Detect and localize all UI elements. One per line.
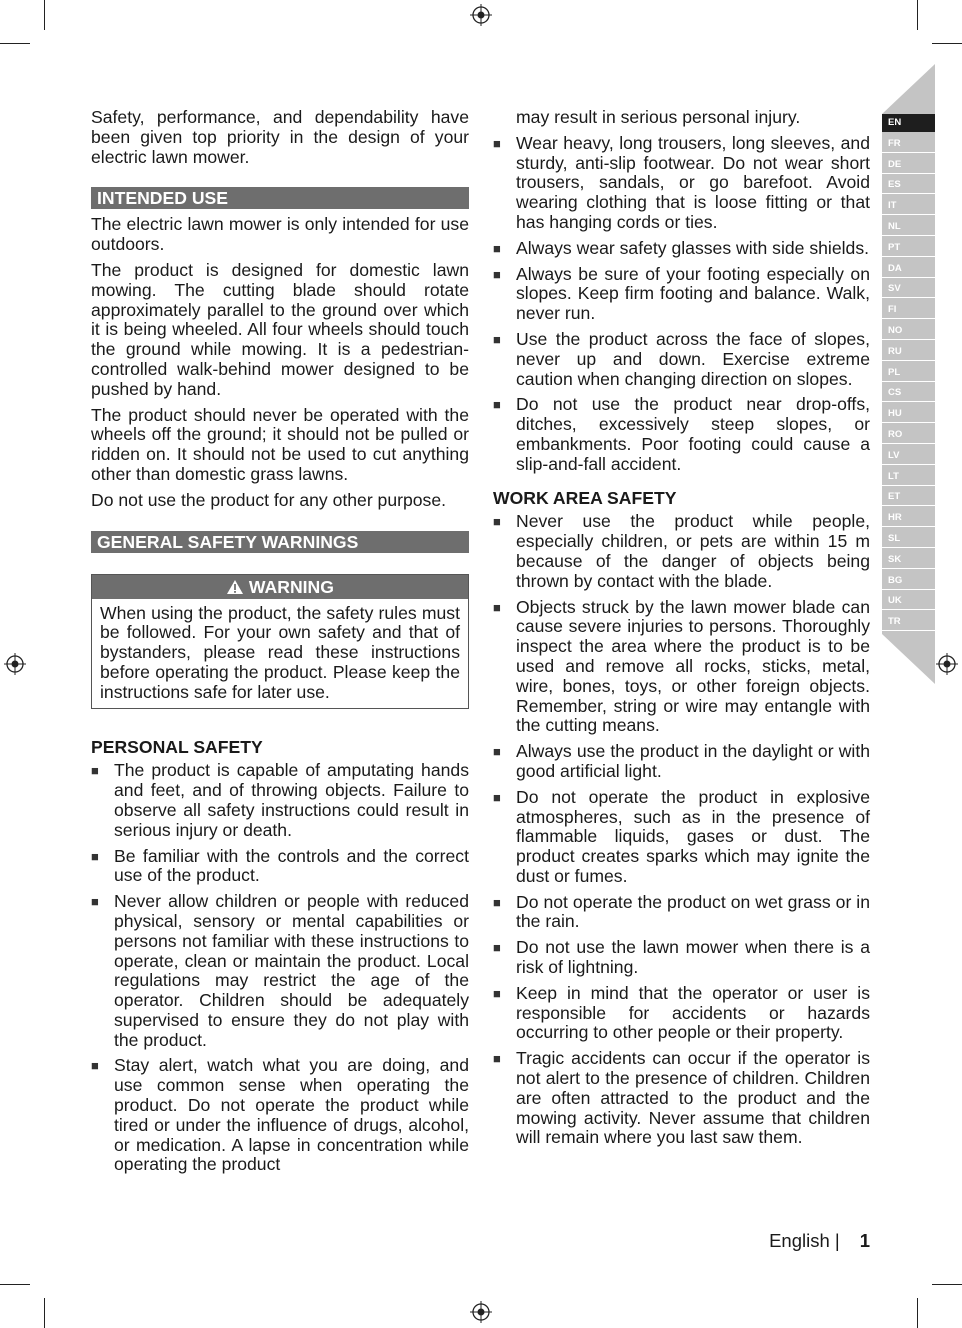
language-tab-en[interactable]: EN <box>882 114 935 132</box>
warning-label: WARNING <box>248 576 334 597</box>
language-tab-da[interactable]: DA <box>882 260 935 278</box>
list-item-text: Do not use the lawn mower when there is a risk of lightning. <box>516 937 870 978</box>
list-item-text: Wear heavy, long trousers, long sleeves, and sturdy, anti-slip footwear. Do not wear short trousers, sandals, or go barefoot. Avoid wearing clothing that is loose fitting or that has hanging cords or ties. <box>516 132 870 232</box>
language-tab-bg[interactable]: BG <box>882 572 935 590</box>
crop-mark <box>932 1284 962 1285</box>
bullet-square-icon: ■ <box>493 1051 501 1067</box>
bullet-square-icon: ■ <box>91 1058 99 1074</box>
list-item <box>91 847 469 887</box>
bullet-square-icon: ■ <box>493 397 501 413</box>
registration-mark-icon <box>470 4 492 26</box>
language-tab-ru[interactable]: RU <box>882 343 935 361</box>
list-item <box>493 239 870 259</box>
list-item-text: Use the product across the face of slopes, never up and down. Exercise extreme caution when changing direction on slopes. <box>516 328 870 389</box>
language-tabs <box>882 64 935 684</box>
list-item <box>493 512 870 591</box>
list-item-text: Tragic accidents can occur if the operator is not alert to the presence of children. Children are often attracted to the product and the mowing activity. Never assume that children will remain where you last saw them. <box>516 1048 870 1148</box>
crop-mark <box>44 1298 45 1328</box>
bullet-square-icon: ■ <box>493 940 501 956</box>
language-tab-et[interactable]: ET <box>882 488 935 506</box>
bullet-square-icon: ■ <box>493 240 501 256</box>
language-tab-cs[interactable]: CS <box>882 384 935 402</box>
language-tab-uk[interactable]: UK <box>882 592 935 610</box>
bullet-square-icon: ■ <box>91 894 99 910</box>
language-tab-sv[interactable]: SV <box>882 280 935 298</box>
list-item-text: Objects struck by the lawn mower blade can cause severe injuries to persons. Thoroughly inspect the area where the product is to be used and remove all rocks, sticks, metal, wire, bones, toys, or other foreign objects. Remember, string or wire may entangle with the cutting means. <box>516 596 870 736</box>
bullet-square-icon: ■ <box>493 894 501 910</box>
language-tab-es[interactable]: ES <box>882 176 935 194</box>
bullet-square-icon: ■ <box>493 985 501 1001</box>
list-item-text: Keep in mind that the operator or user is responsible for accidents or hazards occurring to other people or their property. <box>516 982 870 1043</box>
warning-box <box>91 574 469 709</box>
list-item <box>493 598 870 737</box>
list-item-text: Never use the product while people, especially children, or pets are within 15 m because of the danger of objects being thrown by contact with the blade. <box>516 511 870 591</box>
list-item-text: Do not use the product near drop-offs, ditches, excessively steep slopes, or embankments. Poor footing could cause a slip-and-fall accident. <box>516 394 870 474</box>
crop-mark <box>932 43 962 44</box>
list-item <box>493 984 870 1043</box>
language-tab-fi[interactable]: FI <box>882 301 935 319</box>
crop-mark <box>917 1298 918 1328</box>
bullet-square-icon: ■ <box>493 599 501 615</box>
work-area-heading: WORK AREA SAFETY <box>493 487 677 508</box>
list-item-text: Be familiar with the controls and the correct use of the product. <box>114 845 469 886</box>
registration-mark-icon <box>4 653 26 675</box>
personal-safety-heading: PERSONAL SAFETY <box>91 736 263 757</box>
list-item <box>493 265 870 324</box>
list-item <box>493 330 870 389</box>
language-tab-tr[interactable]: TR <box>882 613 935 631</box>
work-area-list <box>493 512 870 1148</box>
page-number: 1 <box>859 1230 870 1251</box>
registration-mark-icon <box>936 653 958 675</box>
warning-header <box>92 575 468 599</box>
personal-safety-list <box>91 761 469 1175</box>
language-tab-sl[interactable]: SL <box>882 530 935 548</box>
list-item <box>91 761 469 840</box>
list-item-text: Always use the product in the daylight or with good artificial light. <box>516 741 870 781</box>
right-column <box>493 108 870 1154</box>
crop-mark <box>0 1284 30 1285</box>
intended-use-paragraph: The product should never be operated with the wheels off the ground; it should not be pulled or ridden on. It should not be used to cut anything other than domestic grass lawns. <box>91 404 469 484</box>
footer-language: English | <box>769 1230 840 1251</box>
continuation-text: may result in serious personal injury. <box>516 107 801 127</box>
intro-paragraph: Safety, performance, and dependability have been given top priority in the design of your electric lawn mower. <box>91 107 469 167</box>
intended-use-paragraph: The product is designed for domestic lawn mowing. The cutting blade should rotate approximately parallel to the ground over which it is being wheeled. All four wheels should touch the ground while mowing. It is a pedestrian-controlled walk-behind mower designed to be pushed by hand. <box>91 259 469 399</box>
warning-triangle-icon <box>226 579 244 595</box>
list-item <box>493 938 870 978</box>
list-item <box>91 892 469 1050</box>
list-item-text: The product is capable of amputating hands and feet, and of throwing objects. Failure to observe all safety instructions could result in serious injury or death. <box>114 760 469 840</box>
language-tab-hu[interactable]: HU <box>882 405 935 423</box>
page-footer <box>700 1230 870 1252</box>
list-item <box>91 1056 469 1175</box>
warning-text: When using the product, the safety rules must be followed. For your own safety and that of bystanders, please read these instructions before operating the product. Please keep the instructions safe for later use. <box>100 602 460 702</box>
intended-use-paragraph: The electric lawn mower is only intended for use outdoors. <box>91 214 469 255</box>
language-tab-lv[interactable]: LV <box>882 447 935 465</box>
bullet-square-icon: ■ <box>493 266 501 282</box>
language-tab-no[interactable]: NO <box>882 322 935 340</box>
crop-mark <box>44 0 45 30</box>
bullet-square-icon: ■ <box>91 763 99 779</box>
intended-use-heading: INTENDED USE <box>91 187 469 209</box>
registration-mark-icon <box>470 1301 492 1323</box>
list-item <box>493 134 870 233</box>
language-tab-hr[interactable]: HR <box>882 509 935 527</box>
list-item-text: Always wear safety glasses with side shields. <box>516 237 870 258</box>
list-item-text: Always be sure of your footing especially on slopes. Keep firm footing and balance. Walk, never run. <box>516 263 870 324</box>
language-tab-ro[interactable]: RO <box>882 426 935 444</box>
language-tab-pl[interactable]: PL <box>882 364 935 382</box>
language-tab-pt[interactable]: PT <box>882 239 935 257</box>
list-item <box>493 395 870 474</box>
list-item-text: Never allow children or people with reduced physical, sensory or mental capabilities or persons not familiar with these instructions to operate, clean or maintain the product. Local regulations may restrict the age of the operator. Children should be adequately supervised to ensure they do not play with the product. <box>114 891 469 1050</box>
language-tab-sk[interactable]: SK <box>882 551 935 569</box>
list-item <box>493 893 870 933</box>
list-item <box>493 742 870 782</box>
bullet-square-icon: ■ <box>493 744 501 760</box>
list-item <box>493 788 870 887</box>
list-item-text: Do not operate the product on wet grass or in the rain. <box>516 891 870 932</box>
language-tab-nl[interactable]: NL <box>882 218 935 236</box>
personal-safety-list-continued <box>493 134 870 475</box>
bullet-square-icon: ■ <box>493 514 501 530</box>
bullet-square-icon: ■ <box>493 135 501 151</box>
intended-use-paragraph: Do not use the product for any other purpose. <box>91 489 447 510</box>
language-tab-lt[interactable]: LT <box>882 468 935 486</box>
left-column <box>91 108 469 1181</box>
bullet-square-icon: ■ <box>493 789 501 805</box>
language-tab-fr[interactable]: FR <box>882 135 935 153</box>
general-safety-heading: GENERAL SAFETY WARNINGS <box>91 531 469 553</box>
language-tab-it[interactable]: IT <box>882 197 935 215</box>
crop-mark <box>0 43 30 44</box>
bullet-square-icon: ■ <box>493 331 501 347</box>
crop-mark <box>917 0 918 30</box>
list-item-text: Stay alert, watch what you are doing, and use common sense when operating the product. Do not operate the product while tired or under the influence of drugs, alcohol, or medication. A lapse in concentration while operating the product <box>114 1055 469 1175</box>
list-item-text: Do not operate the product in explosive atmospheres, such as in the presence of flammable liquids, gases or dust. The product creates sparks which may ignite the dust or fumes. <box>516 786 870 886</box>
bullet-square-icon: ■ <box>91 848 99 864</box>
language-tab-de[interactable]: DE <box>882 156 935 174</box>
list-item <box>493 1049 870 1148</box>
